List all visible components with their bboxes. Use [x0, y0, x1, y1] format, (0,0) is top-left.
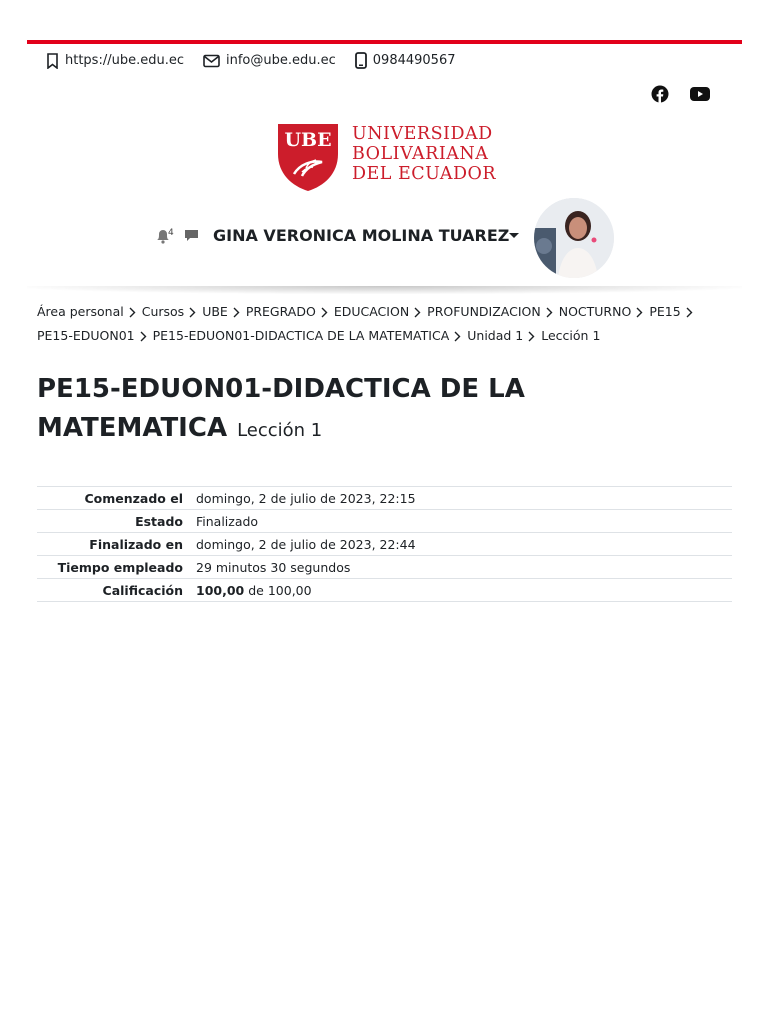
grade-max: de 100,00: [248, 582, 312, 598]
logo-line-1: UNIVERSIDAD: [352, 124, 493, 144]
shield-logo-icon: [276, 122, 340, 192]
user-menu-bar: [150, 198, 620, 278]
grade-score: 100,00: [196, 582, 245, 598]
chat-icon[interactable]: [184, 229, 199, 243]
chevron-right-icon: [129, 307, 136, 318]
youtube-link[interactable]: [690, 84, 710, 104]
logo-wordmark: [352, 122, 496, 184]
breadcrumb-item[interactable]: PROFUNDIZACION: [427, 304, 541, 319]
chevron-right-icon: [233, 307, 240, 318]
chevron-right-icon: [528, 331, 535, 342]
breadcrumb-item[interactable]: PREGRADO: [245, 304, 316, 319]
breadcrumb-item[interactable]: EDUCACION: [333, 304, 410, 319]
breadcrumb-item-current[interactable]: Lección 1: [541, 328, 601, 343]
chevron-right-icon: [636, 307, 643, 318]
row-label: Comenzado el: [84, 490, 183, 506]
email-link[interactable]: [203, 53, 336, 68]
breadcrumb-item[interactable]: UBE: [202, 304, 228, 319]
row-value: domingo, 2 de julio de 2023, 22:15: [196, 490, 416, 506]
bookmark-icon: [46, 53, 59, 69]
social-links: [650, 84, 730, 104]
facebook-icon: [651, 85, 669, 103]
website-link[interactable]: [46, 53, 184, 69]
table-row: [37, 556, 732, 579]
mobile-phone-icon: [355, 52, 367, 69]
youtube-icon: [690, 87, 710, 101]
row-value: domingo, 2 de julio de 2023, 22:44: [196, 536, 416, 552]
logo-line-3: DEL ECUADOR: [352, 164, 497, 184]
user-name[interactable]: GINA VERONICA MOLINA TUAREZ: [213, 226, 510, 245]
breadcrumb: [37, 300, 737, 348]
breadcrumb-item[interactable]: PE15-EDUON01-DIDACTICA DE LA MATEMATICA: [152, 328, 450, 343]
table-row: [37, 533, 732, 556]
top-accent-line: [27, 40, 742, 44]
breadcrumb-item[interactable]: Área personal: [37, 304, 124, 319]
table-row: [37, 510, 732, 533]
breadcrumb-item[interactable]: PE15-EDUON01: [37, 328, 135, 343]
attempt-summary-table: [37, 486, 732, 602]
logo-badge-text: UBE: [284, 129, 332, 151]
row-label: Tiempo empleado: [57, 559, 183, 575]
page-title: [37, 370, 597, 450]
course-title: PE15-EDUON01-DIDACTICA DE LA MATEMATICA: [37, 374, 525, 443]
logo-line-2: BOLIVARIANA: [352, 144, 489, 164]
row-label: Calificación: [102, 582, 183, 598]
avatar[interactable]: [534, 198, 614, 278]
page-subtitle: Lección 1: [237, 420, 323, 441]
chevron-right-icon: [140, 331, 147, 342]
phone-text: 0984490567: [372, 53, 456, 68]
chevron-right-icon: [189, 307, 196, 318]
phone-link[interactable]: [355, 52, 456, 69]
header-divider: [27, 286, 742, 294]
grade-value: [196, 579, 732, 602]
row-value: 29 minutos 30 segundos: [196, 559, 351, 575]
chevron-right-icon: [686, 307, 693, 318]
row-label: Estado: [135, 513, 183, 529]
avatar-photo: [534, 198, 614, 278]
contact-bar: [46, 52, 475, 69]
website-text: https://ube.edu.ec: [65, 53, 184, 68]
chevron-right-icon: [414, 307, 421, 318]
envelope-icon: [203, 54, 220, 68]
email-text: info@ube.edu.ec: [226, 53, 336, 68]
chevron-right-icon: [454, 331, 461, 342]
chevron-right-icon: [546, 307, 553, 318]
table-row: [37, 487, 732, 510]
breadcrumb-item[interactable]: PE15: [649, 304, 681, 319]
chevron-down-icon[interactable]: [509, 233, 519, 239]
breadcrumb-item[interactable]: Unidad 1: [467, 328, 524, 343]
breadcrumb-item[interactable]: NOCTURNO: [558, 304, 632, 319]
chevron-right-icon: [321, 307, 328, 318]
row-value: Finalizado: [196, 513, 259, 529]
university-logo[interactable]: [276, 122, 496, 192]
breadcrumb-item[interactable]: Cursos: [141, 304, 185, 319]
row-label: Finalizado en: [89, 536, 183, 552]
facebook-link[interactable]: [650, 84, 670, 104]
table-row: [37, 579, 732, 602]
notification-count: 4: [168, 228, 174, 238]
